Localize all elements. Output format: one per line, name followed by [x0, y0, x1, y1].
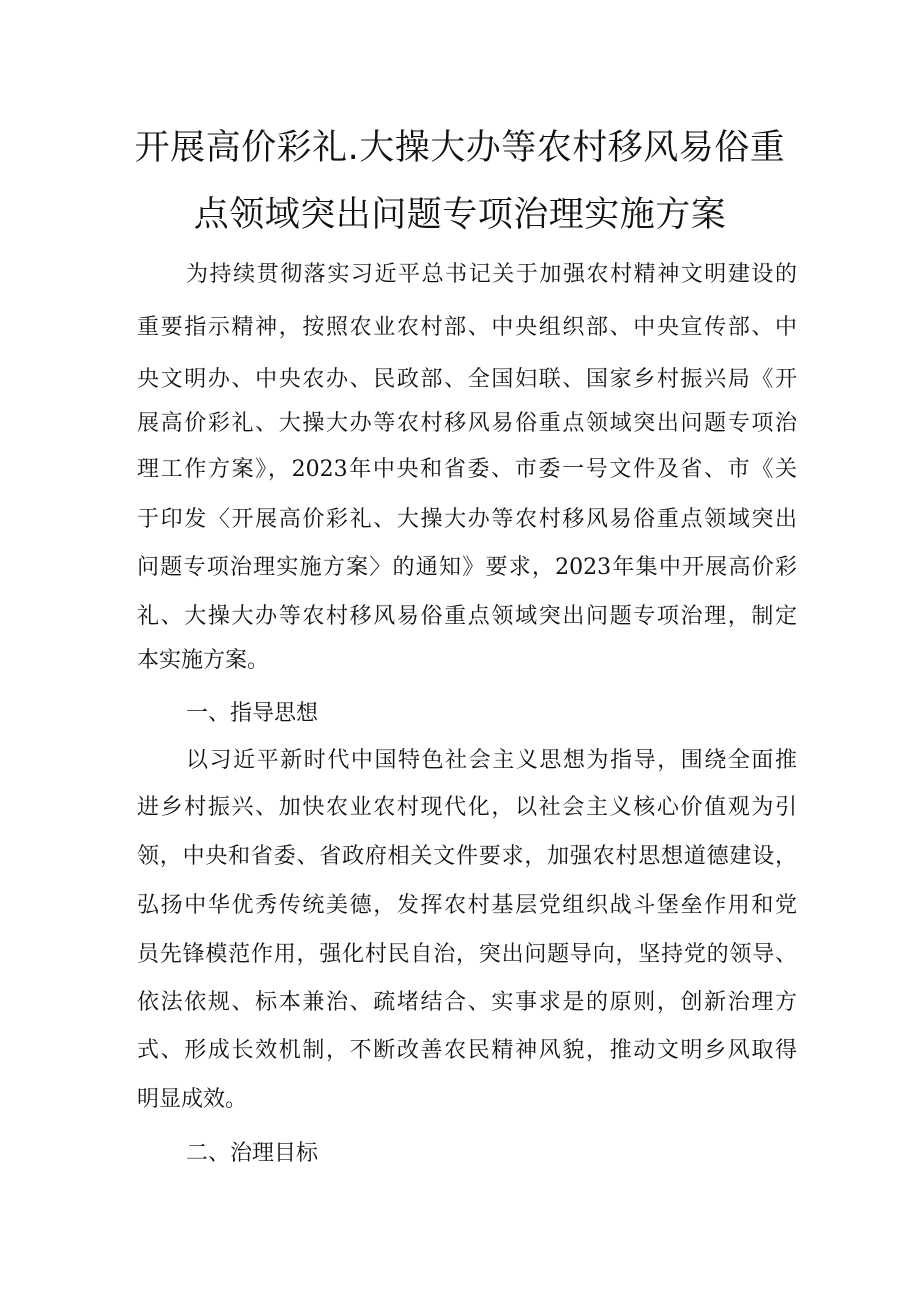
paragraph-1-line-3: 央文明办、中央农办、民政部、全国妇联、国家乡村振兴局《开 — [137, 367, 797, 392]
paragraph-2-line-4: 弘扬中华优秀传统美德，发挥农村基层党组织战斗堡垒作用和党 — [137, 893, 797, 918]
paragraph-2-line-2: 进乡村振兴、加快农业农村现代化，以社会主义核心价值观为引 — [137, 795, 797, 820]
paragraph-1-line-7: 问题专项治理实施方案〉的通知》要求，2023年集中开展高价彩 — [137, 555, 797, 580]
paragraph-1-line-5: 理工作方案》，2023年中央和省委、市委一号文件及省、市《关 — [137, 457, 797, 482]
paragraph-2-line-7: 式、形成长效机制，不断改善农民精神风貌，推动文明乡风取得 — [137, 1038, 797, 1063]
paragraph-2-line-3: 领，中央和省委、省政府相关文件要求，加强农村思想道德建设， — [137, 844, 797, 869]
document-title-line-2: 点领域突出问题专项治理实施方案 — [193, 195, 727, 235]
paragraph-1-line-2: 重要指示精神，按照农业农村部、中央组织部、中央宣传部、中 — [137, 315, 797, 340]
paragraph-2-line-5: 员先锋模范作用，强化村民自治，突出问题导向，坚持党的领导、 — [137, 942, 797, 967]
document-title-line-1: 开展高价彩礼.大操大办等农村移风易俗重 — [134, 128, 786, 168]
paragraph-1-line-1: 为持续贯彻落实习近平总书记关于加强农村精神文明建设的 — [186, 262, 797, 287]
section-heading-guiding-ideology: 一、指导思想 — [186, 701, 319, 726]
paragraph-1-line-8: 礼、大操大办等农村移风易俗重点领域突出问题专项治理，制定 — [137, 604, 797, 629]
section-heading-governance-goals: 二、治理目标 — [186, 1141, 319, 1166]
paragraph-2-line-6: 依法依规、标本兼治、疏堵结合、实事求是的原则，创新治理方 — [137, 990, 797, 1015]
paragraph-1-line-4: 展高价彩礼、大操大办等农村移风易俗重点领域突出问题专项治 — [137, 411, 797, 436]
paragraph-1-line-9: 本实施方案。 — [137, 648, 270, 673]
paragraph-1-line-6: 于印发〈开展高价彩礼、大操大办等农村移风易俗重点领域突出 — [137, 507, 797, 532]
paragraph-2-line-8: 明显成效。 — [137, 1087, 248, 1112]
paragraph-2-line-1: 以习近平新时代中国特色社会主义思想为指导，围绕全面推 — [186, 748, 797, 773]
